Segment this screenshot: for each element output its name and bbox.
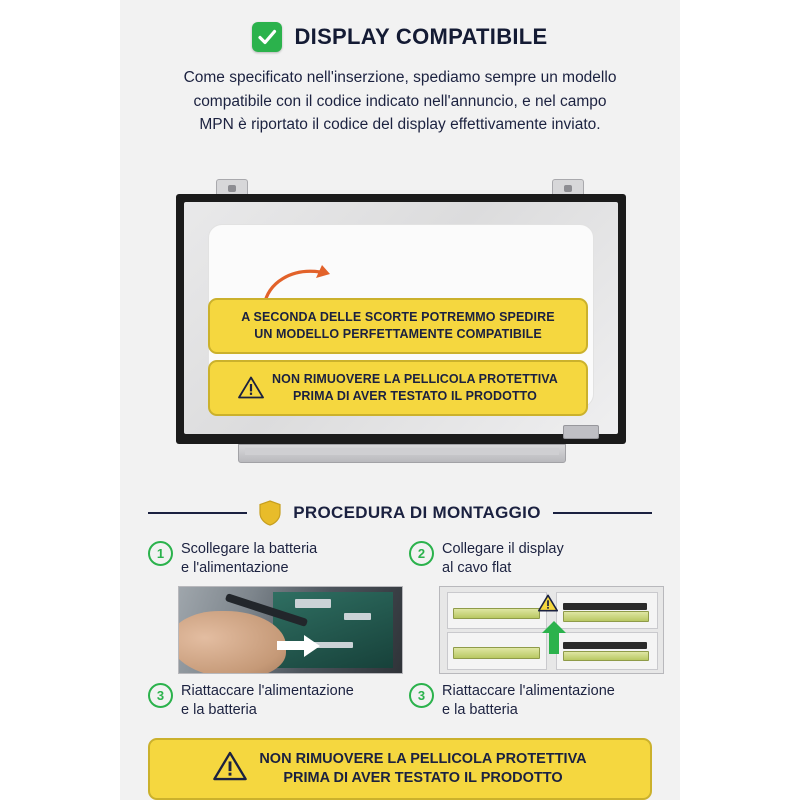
procedure-column-left <box>148 540 391 729</box>
connector-graphic <box>563 642 648 649</box>
header-paragraph: Come specificato nell'inserzione, spediamo sempre un modello compatibile con il codice indicato nell'annuncio, e nel campo MPN è riportato il codice del display effettivamente inviato. <box>183 69 617 134</box>
step-photo-flat-cable <box>439 586 664 674</box>
step-text-line-1: Collegare il display <box>442 541 564 557</box>
protective-film-callout <box>208 360 588 416</box>
content-sheet <box>120 0 680 800</box>
procedure-steps <box>148 540 652 729</box>
protective-film-line-1: NON RIMUOVERE LA PELLICOLA PROTETTIVA <box>272 372 558 386</box>
step-number-badge: 2 <box>409 541 434 566</box>
chip-graphic <box>344 613 371 620</box>
step-text <box>442 540 564 578</box>
stock-notice-line-2: UN MODELLO PERFETTAMENTE COMPATIBILE <box>254 326 542 341</box>
warning-triangle-icon <box>238 376 264 399</box>
hand-graphic <box>178 611 286 674</box>
step-item <box>148 540 391 578</box>
flat-cable-connector-icon <box>563 425 599 439</box>
divider-left <box>148 512 247 514</box>
procedure-title: PROCEDURA DI MONTAGGIO <box>293 503 541 522</box>
step-text-line-1: Riattaccare l'alimentazione <box>442 683 615 700</box>
header-title-row <box>120 22 680 52</box>
display-panel-illustration <box>148 170 652 480</box>
step-number-badge: 1 <box>148 541 173 566</box>
bottom-warning-line-2: PRIMA DI AVER TESTATO IL PRODOTTO <box>283 769 563 786</box>
header-section <box>120 22 680 137</box>
chip-graphic <box>295 599 331 608</box>
procedure-heading <box>148 500 652 526</box>
step-number-badge: 3 <box>148 683 173 708</box>
check-square-icon <box>252 22 282 52</box>
warning-triangle-icon <box>538 594 558 617</box>
step-text-line-2: e l'alimentazione <box>181 560 289 577</box>
step-text-line-2: e la batteria <box>442 702 518 719</box>
step-item <box>409 540 652 578</box>
step-text-line-1: Riattaccare l'alimentazione <box>181 683 354 700</box>
stock-notice-callout <box>208 298 588 354</box>
panel-bottom-strip-inner <box>245 448 559 455</box>
warning-triangle-icon <box>213 751 247 786</box>
motherboard-graphic <box>273 592 393 668</box>
bottom-warning-line-1: NON RIMUOVERE LA PELLICOLA PROTETTIVA <box>259 751 587 767</box>
flat-cable-graphic <box>453 608 540 619</box>
connector-graphic <box>563 603 648 610</box>
panel-bottom-strip <box>238 444 566 463</box>
step-text <box>442 682 615 720</box>
divider-right <box>553 512 652 514</box>
stock-notice-line-1: A SECONDA DELLE SCORTE POTREMMO SPEDIRE <box>241 310 555 324</box>
step-text-line-2: e la batteria <box>181 702 257 719</box>
step-number-badge: 3 <box>409 683 434 708</box>
step-text <box>181 682 354 720</box>
flat-cable-graphic <box>453 647 540 658</box>
bottom-warning-text <box>259 750 586 788</box>
step-text <box>181 540 317 578</box>
step-photo-battery-disconnect <box>178 586 403 674</box>
step-item <box>409 682 652 720</box>
step-text-line-1: Scollegare la batteria <box>181 541 318 557</box>
bottom-warning-banner <box>148 738 652 800</box>
flat-cable-graphic <box>563 611 650 622</box>
step-text-line-2: al cavo flat <box>442 560 512 577</box>
protective-film-line-2: PRIMA DI AVER TESTATO IL PRODOTTO <box>292 388 538 403</box>
flat-cable-graphic <box>563 651 650 662</box>
procedure-column-right <box>409 540 652 729</box>
step-item <box>148 682 391 720</box>
green-up-arrow-icon <box>549 632 559 654</box>
shield-icon <box>259 500 281 526</box>
pointer-arrow-icon <box>304 635 320 657</box>
page-title: DISPLAY COMPATIBILE <box>294 24 548 49</box>
